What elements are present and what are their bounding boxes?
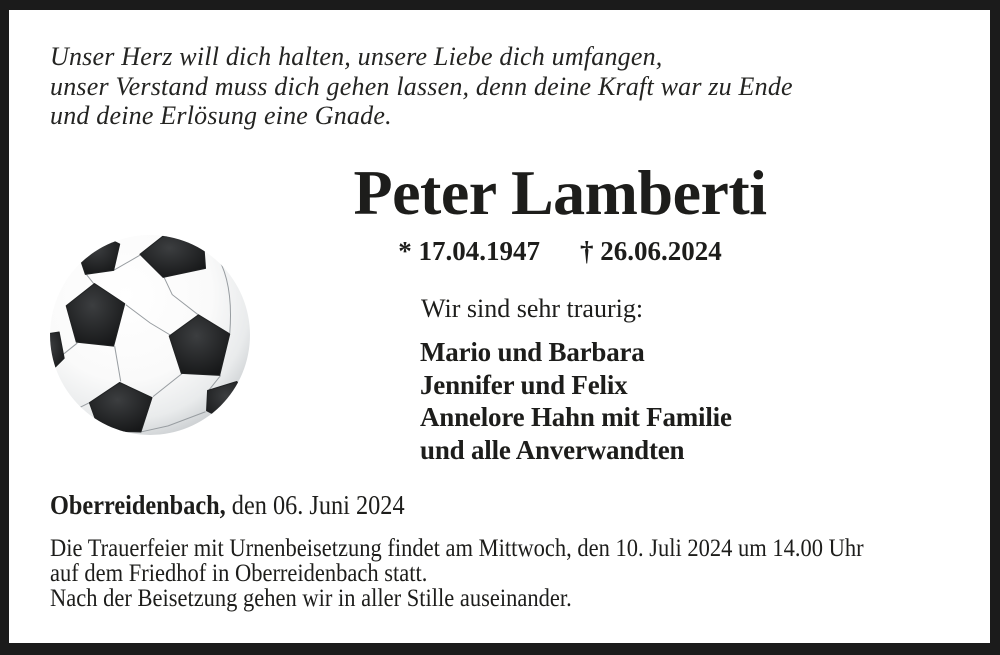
announcement-line: Die Trauerfeier mit Urnenbeisetzung findet am Mittwoch, den 10. Juli 2024 um 14.00 Uhr: [50, 535, 864, 562]
funeral-announcement: [50, 537, 864, 611]
place-date: den 06. Juni 2024: [225, 490, 405, 520]
memorial-quote: [50, 42, 793, 131]
mourners-list: [420, 336, 732, 466]
place-date-line: [50, 492, 405, 519]
mourner-line: Mario und Barbara: [420, 337, 645, 367]
soccer-ball-icon: [47, 232, 253, 438]
mourner-line: Jennifer und Felix: [420, 369, 628, 400]
announcement-line: auf dem Friedhof in Oberreidenbach statt.: [50, 559, 428, 587]
mourning-intro: Wir sind sehr traurig:: [421, 294, 644, 323]
mourner-line: und alle Anverwandten: [420, 434, 685, 465]
quote-line: unser Verstand muss dich gehen lassen, denn deine Kraft war zu Ende: [50, 71, 793, 101]
birth-date: * 17.04.1947: [398, 236, 540, 266]
mourner-line: Annelore Hahn mit Familie: [420, 402, 732, 432]
deceased-name: Peter Lamberti: [353, 157, 767, 228]
life-dates: [250, 238, 870, 265]
quote-line: und deine Erlösung eine Gnade.: [50, 101, 392, 130]
quote-line: Unser Herz will dich halten, unsere Liebe dich umfangen,: [50, 42, 663, 71]
death-date: † 26.06.2024: [580, 236, 722, 266]
announcement-line: Nach der Beisetzung gehen wir in aller Stille auseinander.: [50, 584, 572, 612]
place-name: Oberreidenbach,: [50, 490, 226, 520]
